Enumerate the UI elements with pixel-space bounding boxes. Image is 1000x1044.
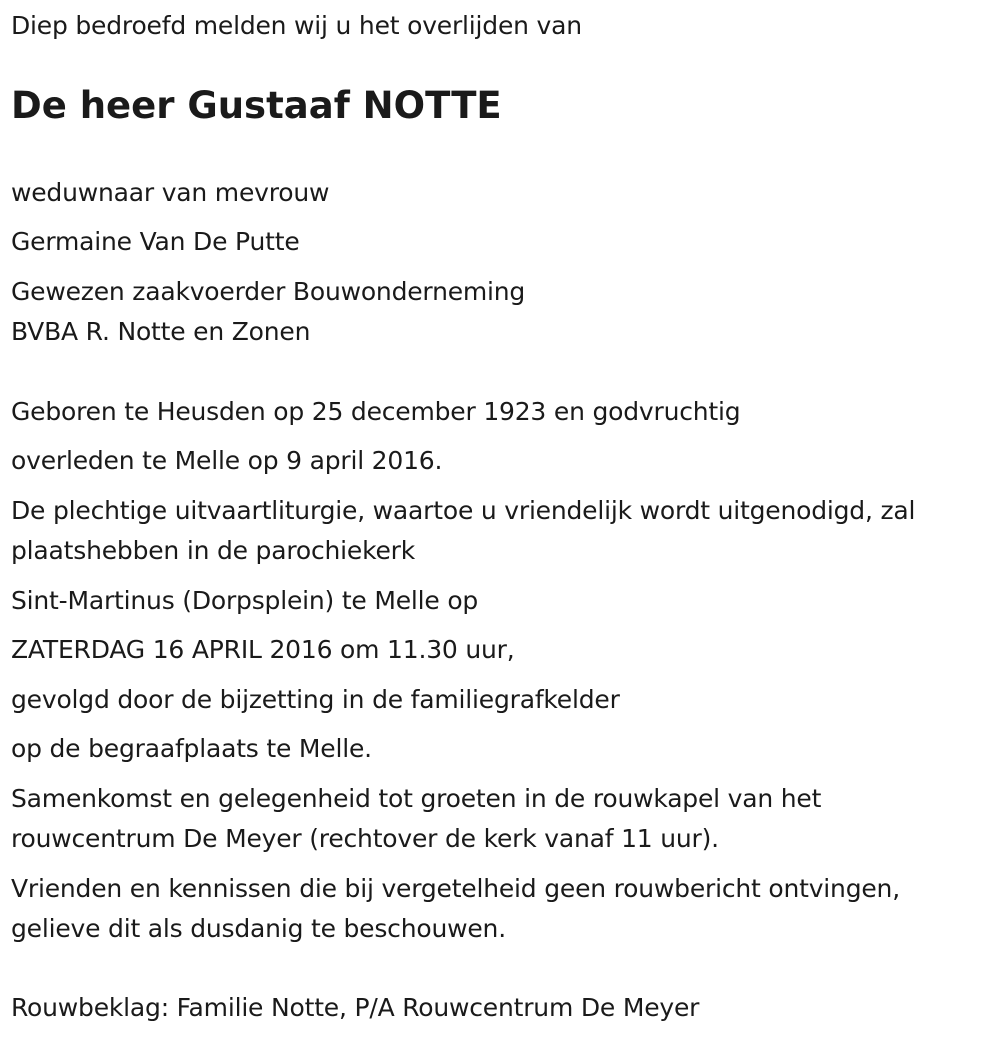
birth-text: Geboren te Heusden op 25 december 1923 en godvruchtig (11, 397, 741, 426)
deceased-name: De heer Gustaaf NOTTE (11, 84, 502, 127)
widower-of-text: weduwnaar van mevrouw (11, 178, 330, 207)
liturgy-line-1: De plechtige uitvaartliturgie, waartoe u vriendelijk wordt uitgenodigd, zal (11, 496, 916, 525)
death-text: overleden te Melle op 9 april 2016. (11, 446, 443, 475)
friends-line-2: gelieve dit als dusdanig te beschouwen. (11, 914, 506, 943)
gathering-line-2: rouwcentrum De Meyer (rechtover de kerk vanaf 11 uur). (11, 824, 719, 853)
occupation-line-2: BVBA R. Notte en Zonen (11, 317, 311, 346)
gathering-line-1: Samenkomst en gelegenheid tot groeten in de rouwkapel van het (11, 784, 822, 813)
friends-line-1: Vrienden en kennissen die bij vergetelheid geen rouwbericht ontvingen, (11, 874, 900, 903)
burial-line-1: gevolgd door de bijzetting in de familiegrafkelder (11, 685, 620, 714)
intro-text: Diep bedroefd melden wij u het overlijden van (11, 11, 582, 40)
condolences-text: Rouwbeklag: Familie Notte, P/A Rouwcentrum De Meyer (11, 993, 700, 1022)
liturgy-line-2: plaatshebben in de parochiekerk (11, 536, 416, 565)
spouse-name: Germaine Van De Putte (11, 227, 300, 256)
church-text: Sint-Martinus (Dorpsplein) te Melle op (11, 586, 479, 615)
occupation-line-1: Gewezen zaakvoerder Bouwonderneming (11, 277, 526, 306)
burial-line-2: op de begraafplaats te Melle. (11, 734, 372, 763)
service-datetime: ZATERDAG 16 APRIL 2016 om 11.30 uur, (11, 635, 515, 664)
